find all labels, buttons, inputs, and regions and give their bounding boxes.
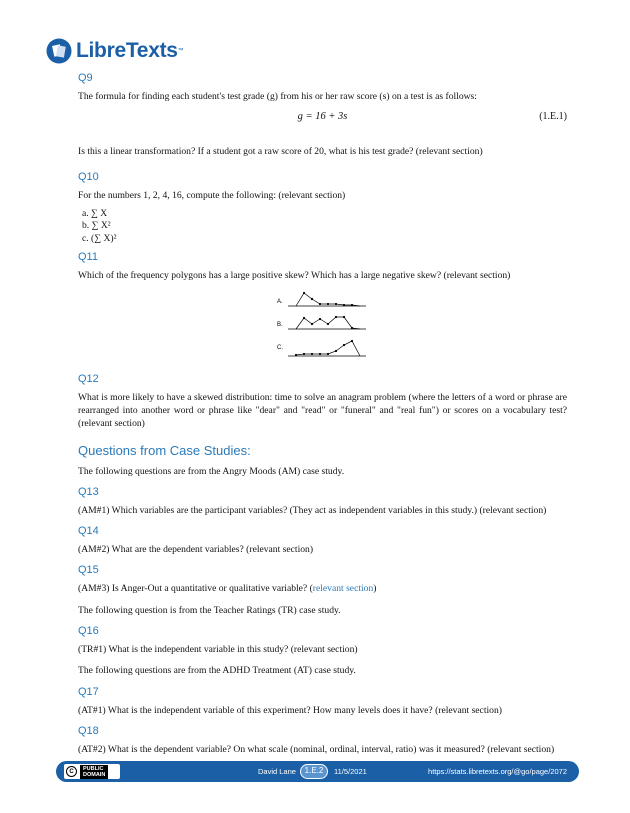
list-item: a. ∑ X [82, 207, 108, 219]
libretexts-logo-icon [46, 38, 72, 64]
page-content [78, 72, 567, 764]
list-item: b. ∑ X² [82, 220, 111, 232]
q15-text [78, 582, 567, 595]
q12-heading: Q12 [78, 372, 99, 385]
q13-heading: Q13 [78, 485, 99, 498]
footer-date: 11/5/2021 [334, 767, 367, 776]
q9-text: The formula for finding each student's test grade (g) from his or her raw score (s) on a test is as follows: [78, 91, 477, 102]
license-label-bottom: DOMAIN [83, 771, 106, 778]
case-studies-intro: The following questions are from the Angry Moods (AM) case study. [78, 465, 345, 477]
public-domain-icon: C [66, 766, 77, 777]
q15-text-after: ) [373, 583, 377, 595]
footer-author: David Lane [258, 767, 296, 776]
logo-trademark: ™ [177, 48, 184, 54]
q9-heading: Q9 [78, 72, 93, 84]
q16-followup: The following questions are from the ADHD Treatment (AT) case study. [78, 665, 356, 677]
logo-text: LibreTexts [76, 39, 178, 62]
libretexts-logo[interactable] [46, 38, 184, 64]
public-domain-badge[interactable] [64, 764, 120, 779]
public-domain-label [80, 765, 108, 779]
relevant-section-link[interactable]: relevant section [312, 583, 374, 595]
q12-text: What is more likely to have a skewed distribution: time to solve an anagram problem (where the letters of a word or phrase are rearranged into another word or phrase like "dear" and "read" or "funeral" and "real fun") or scores on a vocabulary test? (relevant section) [78, 391, 567, 430]
q17-heading: Q17 [78, 685, 99, 698]
q10-list [82, 208, 567, 246]
q16-text: (TR#1) What is the independent variable in this study? (relevant section) [78, 644, 358, 656]
q15-text-before: (AM#3) Is Anger-Out a quantitative or qualitative variable? ( [78, 583, 313, 595]
q9-equation: g = 16 + 3s [297, 111, 348, 123]
q14-heading: Q14 [78, 525, 99, 538]
q11-text: Which of the frequency polygons has a large positive skew? Which has a large negative skew? (relevant section) [78, 270, 511, 282]
q14-text: (AM#2) What are the dependent variables? (relevant section) [78, 544, 314, 556]
q18-text: (AT#2) What is the dependent variable? On what scale (nominal, ordinal, interval, ratio) was it measured? (relevant section) [78, 743, 555, 755]
q18-heading: Q18 [78, 724, 99, 737]
frequency-polygons-figure [78, 291, 567, 363]
q13-text: (AM#1) Which variables are the participant variables? (They act as independent variables in this study.) (relevant section) [78, 504, 547, 516]
q17-text: (AT#1) What is the independent variable of this experiment? How many levels does it have? (relevant section) [78, 704, 502, 716]
q9-equation-block [78, 111, 567, 127]
polygon-label-b: B. [277, 321, 283, 328]
q9-question: Is this a linear transformation? If a student got a raw score of 20, what is his test grade? (relevant section) [78, 146, 483, 158]
q15-heading: Q15 [78, 564, 99, 577]
polygon-label-a: A. [277, 298, 283, 305]
q16-heading: Q16 [78, 625, 99, 638]
page-footer [56, 761, 579, 782]
q10-text: For the numbers 1, 2, 4, 16, compute the following: (relevant section) [78, 189, 346, 201]
q10-heading: Q10 [78, 170, 99, 183]
polygon-label-c: C. [277, 344, 283, 351]
footer-url[interactable]: https://stats.libretexts.org/@go/page/2072 [428, 767, 567, 776]
license-label-top: PUBLIC [83, 765, 104, 772]
q15-followup: The following question is from the Teacher Ratings (TR) case study. [78, 604, 341, 616]
footer-page-number: 1.E.2 [300, 764, 328, 779]
list-item: c. (∑ X)² [82, 232, 117, 244]
q9-equation-number: (1.E.1) [539, 111, 567, 123]
case-studies-heading: Questions from Case Studies: [78, 442, 251, 458]
frequency-polygons-svg [274, 291, 374, 363]
q11-heading: Q11 [78, 251, 98, 264]
